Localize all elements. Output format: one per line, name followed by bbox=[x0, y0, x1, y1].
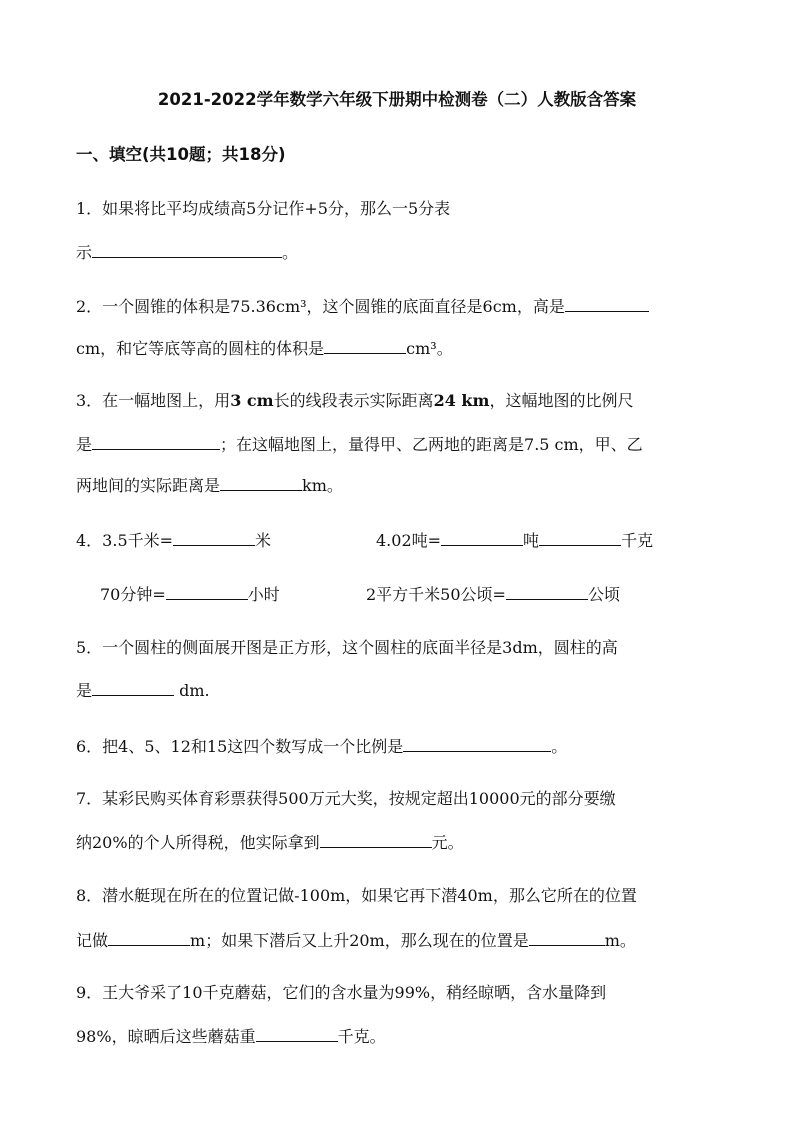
answer-blank[interactable] bbox=[92, 241, 282, 258]
question-3-line-3: 两地间的实际距离是 km。 bbox=[76, 476, 343, 495]
answer-blank[interactable] bbox=[324, 337, 406, 354]
answer-blank[interactable] bbox=[441, 529, 523, 546]
question-5-line-1: 5．一个圆柱的侧面展开图是正方形，这个圆柱的底面半径是3dm，圆柱的高 bbox=[76, 638, 618, 657]
answer-blank[interactable] bbox=[320, 831, 432, 848]
question-3-line-2: 是 ；在这幅地图上，量得甲、乙两地的距离是7.5 cm，甲、乙 bbox=[76, 435, 643, 454]
question-5-line-2: 是 dm. bbox=[76, 681, 210, 700]
answer-blank[interactable] bbox=[220, 474, 302, 491]
question-4-line-2b: 2平方千米50公顷= 公顷 bbox=[366, 585, 620, 604]
answer-blank[interactable] bbox=[92, 679, 174, 696]
question-2-line-2: cm，和它等底等高的圆柱的体积是 cm³。 bbox=[76, 339, 453, 358]
page-title: 2021-2022学年数学六年级下册期中检测卷（二）人教版含答案 bbox=[157, 90, 637, 109]
question-1-line-2: 示 。 bbox=[76, 243, 299, 262]
question-9-line-1: 9．王大爷采了10千克蘑菇，它们的含水量为99%，稍经晾晒，含水量降到 bbox=[76, 983, 607, 1002]
answer-blank[interactable] bbox=[92, 433, 220, 450]
question-3-line-1: 3．在一幅地图上，用3 cm长的线段表示实际距离24 km，这幅地图的比例尺 bbox=[76, 391, 634, 410]
question-7-line-1: 7．某彩民购买体育彩票获得500万元大奖，按规定超出10000元的部分要缴 bbox=[76, 789, 616, 808]
question-4-line-1b: 4.02吨= 吨 千克 bbox=[376, 531, 654, 550]
answer-blank[interactable] bbox=[108, 929, 190, 946]
answer-blank[interactable] bbox=[506, 583, 588, 600]
question-4-line-1a: 4．3.5千米= 米 bbox=[76, 531, 272, 550]
question-9-line-2: 98%，晾晒后这些蘑菇重 千克。 bbox=[76, 1027, 386, 1046]
answer-blank[interactable] bbox=[166, 583, 248, 600]
answer-blank[interactable] bbox=[539, 529, 621, 546]
answer-blank[interactable] bbox=[173, 529, 255, 546]
question-6-line-1: 6．把4、5、12和15这四个数写成一个比例是 。 bbox=[76, 737, 568, 756]
section-heading: 一、填空(共10题；共18分) bbox=[76, 145, 286, 164]
answer-blank[interactable] bbox=[403, 735, 551, 752]
question-4-line-2a: 70分钟= 小时 bbox=[100, 585, 280, 604]
question-7-line-2: 纳20%的个人所得税，他实际拿到 元。 bbox=[76, 833, 464, 852]
question-1-line-1: 1．如果将比平均成绩高5分记作+5分，那么一5分表 bbox=[76, 199, 451, 218]
question-8-line-2: 记做 m；如果下潜后又上升20m，那么现在的位置是 m。 bbox=[76, 931, 636, 950]
answer-blank[interactable] bbox=[565, 295, 649, 312]
question-2-line-1: 2．一个圆锥的体积是75.36cm³，这个圆锥的底面直径是6cm，高是 bbox=[76, 295, 649, 317]
answer-blank[interactable] bbox=[256, 1025, 338, 1042]
answer-blank[interactable] bbox=[529, 929, 605, 946]
question-8-line-1: 8．潜水艇现在所在的位置记做-100m，如果它再下潜40m，那么它所在的位置 bbox=[76, 886, 637, 905]
